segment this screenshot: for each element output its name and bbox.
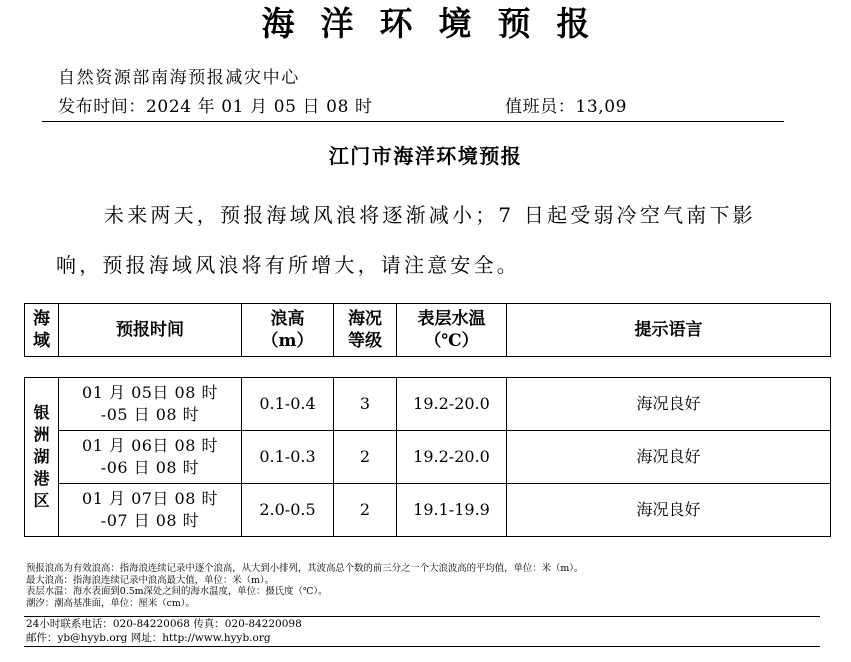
- tip-cell: 海况良好: [507, 431, 831, 484]
- footnote: 最大浪高：指海浪连续记录中浪高最大值，单位：米（m）。: [26, 574, 274, 586]
- summary-line-2: 响，预报海域风浪将有所增大，请注意安全。: [56, 253, 520, 277]
- header-row: [25, 304, 831, 357]
- sea-state-cell: 2: [334, 484, 397, 537]
- time-line2: -07 日 08 时: [100, 511, 200, 530]
- footnote: 潮汐：潮高基准面，单位：厘米（cm）。: [26, 597, 195, 609]
- area-char: 港: [33, 469, 50, 488]
- header-forecast-time: 预报时间: [59, 304, 242, 357]
- wave-height-cell: 0.1-0.4: [242, 378, 334, 431]
- table-row: [25, 431, 831, 484]
- issuing-organization: 自然资源部南海预报减灾中心: [58, 68, 300, 88]
- header-sea-state: [334, 304, 397, 357]
- header-area-line2: 域: [33, 331, 50, 351]
- header-temp-line1: 表层水温: [417, 309, 486, 329]
- water-temp-cell: 19.2-20.0: [397, 378, 507, 431]
- header-wave-height: [242, 304, 334, 357]
- table-row: [25, 378, 831, 431]
- time-line2: -06 日 08 时: [100, 458, 200, 477]
- forecast-table-body: [24, 377, 831, 537]
- header-water-temp: [397, 304, 507, 357]
- header-area: [25, 304, 59, 357]
- time-line1: 01 月 06日 08 时: [82, 436, 218, 455]
- header-wave-line2: （m）: [261, 331, 314, 351]
- header-area-line1: 海: [33, 309, 50, 329]
- summary-line-1: 未来两天，预报海域风浪将逐渐减小；7 日起受弱冷空气南下影: [104, 203, 756, 227]
- footer-divider-top: [24, 616, 820, 617]
- wave-height-cell: 2.0-0.5: [242, 484, 334, 537]
- sea-state-cell: 2: [334, 431, 397, 484]
- area-char: 洲: [33, 425, 50, 444]
- contact-phone-fax: 24小时联系电话：020-84220068 传真：020-84220098: [26, 618, 302, 630]
- publish-time: 发布时间：2024 年 01 月 05 日 08 时: [58, 97, 373, 117]
- time-line1: 01 月 07日 08 时: [82, 489, 218, 508]
- time-line2: -05 日 08 时: [100, 405, 200, 424]
- sea-state-cell: 3: [334, 378, 397, 431]
- footer-divider-bottom: [24, 646, 820, 647]
- table-row: [25, 484, 831, 537]
- footnote: 表层水温：海水表面到0.5m深处之间的海水温度，单位：摄氏度（℃）。: [26, 586, 328, 598]
- header-state-line2: 等级: [348, 331, 382, 351]
- area-name-cell: [25, 378, 59, 537]
- forecast-table-header: [24, 303, 831, 357]
- water-temp-cell: 19.2-20.0: [397, 431, 507, 484]
- area-char: 湖: [33, 447, 50, 466]
- tip-cell: 海况良好: [507, 484, 831, 537]
- time-line1: 01 月 05日 08 时: [82, 383, 218, 402]
- duty-officer: 值班员：13,09: [505, 97, 628, 117]
- header-wave-line1: 浪高: [270, 309, 305, 329]
- report-subtitle: 江门市海洋环境预报: [328, 144, 523, 168]
- water-temp-cell: 19.1-19.9: [397, 484, 507, 537]
- area-char: 区: [33, 491, 50, 510]
- contact-email-website: 邮件：yb@hyyb.org 网址：http://www.hyyb.org: [26, 632, 271, 644]
- tip-cell: 海况良好: [507, 378, 831, 431]
- area-char: 银: [33, 403, 50, 422]
- footnotes: [26, 563, 583, 609]
- forecast-time-cell: [59, 431, 242, 484]
- footnote: 预报浪高为有效浪高：指海浪连续记录中逐个浪高，从大到小排列，其波高总个数的前三分之一个大浪波高的平均值，单位：米（m）。: [26, 563, 584, 574]
- page-title: 海洋环境预报: [261, 4, 616, 43]
- header-state-line1: 海况: [348, 309, 382, 329]
- forecast-time-cell: [59, 484, 242, 537]
- header-temp-line2: （℃）: [424, 331, 479, 351]
- wave-height-cell: 0.1-0.3: [242, 431, 334, 484]
- header-divider: [42, 121, 784, 122]
- forecast-time-cell: [59, 378, 242, 431]
- header-tips: 提示语言: [507, 304, 831, 357]
